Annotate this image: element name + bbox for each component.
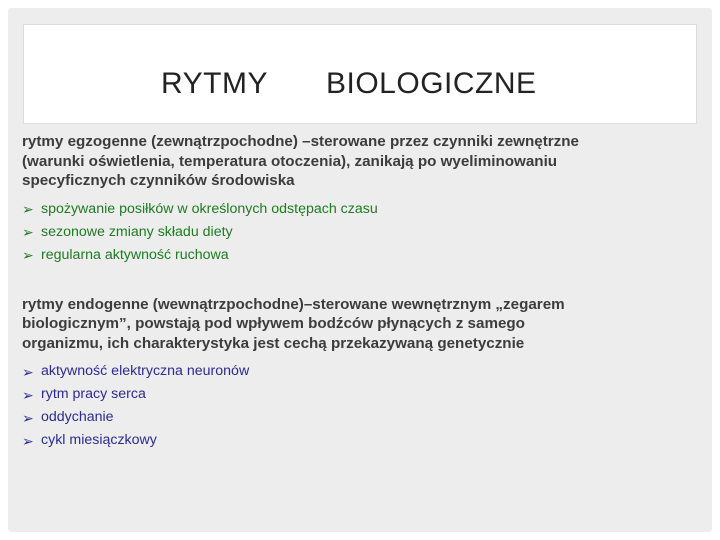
bullet-list (22, 198, 692, 267)
section-paragraph (22, 132, 692, 191)
bullet-item (22, 360, 692, 383)
arrowhead-icon: ➢ (22, 247, 34, 263)
arrowhead-icon: ➢ (22, 409, 34, 426)
bullet-text: spożywanie posiłków w określonych odstępach czasu (41, 200, 378, 217)
paragraph-line: rytmy egzogenne (zewnątrzpochodne) –sterowane przez czynniki zewnętrzne (22, 133, 579, 150)
paragraph-line: specyficznych czynników środowiska (22, 172, 295, 189)
paragraph-line: organizmu, ich charakterystyka jest cechą przekazywaną genetycznie (22, 334, 525, 352)
section-endogenous (22, 295, 692, 453)
bullet-text: sezonowe zmiany składu diety (41, 223, 233, 240)
section-paragraph (22, 295, 692, 354)
section-exogenous (22, 132, 692, 267)
bullet-item (22, 221, 692, 244)
paragraph-line: biologicznym”, powstają pod wpływem bodźców płynących z samego (22, 315, 525, 332)
bullet-item (22, 244, 692, 267)
bullet-item (22, 406, 692, 429)
slide-content (22, 132, 692, 452)
arrowhead-icon: ➢ (22, 386, 34, 403)
paragraph-line: rytmy endogenne (wewnątrzpochodne)–sterowane wewnętrznym „zegarem (22, 295, 565, 313)
bullet-item (22, 198, 692, 221)
arrowhead-icon: ➢ (22, 201, 34, 217)
arrowhead-icon: ➢ (22, 224, 34, 240)
paragraph-line: (warunki oświetlenia, temperatura otoczenia), zanikają po wyeliminowaniu (22, 152, 558, 170)
bullet-text: rytm pracy serca (41, 386, 146, 402)
bullet-text: regularna aktywność ruchowa (41, 246, 229, 263)
bullet-item (22, 383, 692, 406)
bullet-text: cykl miesiączkowy (41, 432, 157, 448)
slide-title-word-2: BIOLOGICZNE (326, 67, 537, 100)
arrowhead-icon: ➢ (22, 363, 34, 380)
bullet-text: oddychanie (41, 409, 114, 425)
title-box (23, 24, 697, 124)
bullet-text: aktywność elektryczna neuronów (41, 363, 250, 379)
bullet-list (22, 360, 692, 452)
bullet-item (22, 429, 692, 452)
arrowhead-icon: ➢ (22, 432, 34, 449)
slide-title-word-1: RYTMY (161, 67, 268, 100)
